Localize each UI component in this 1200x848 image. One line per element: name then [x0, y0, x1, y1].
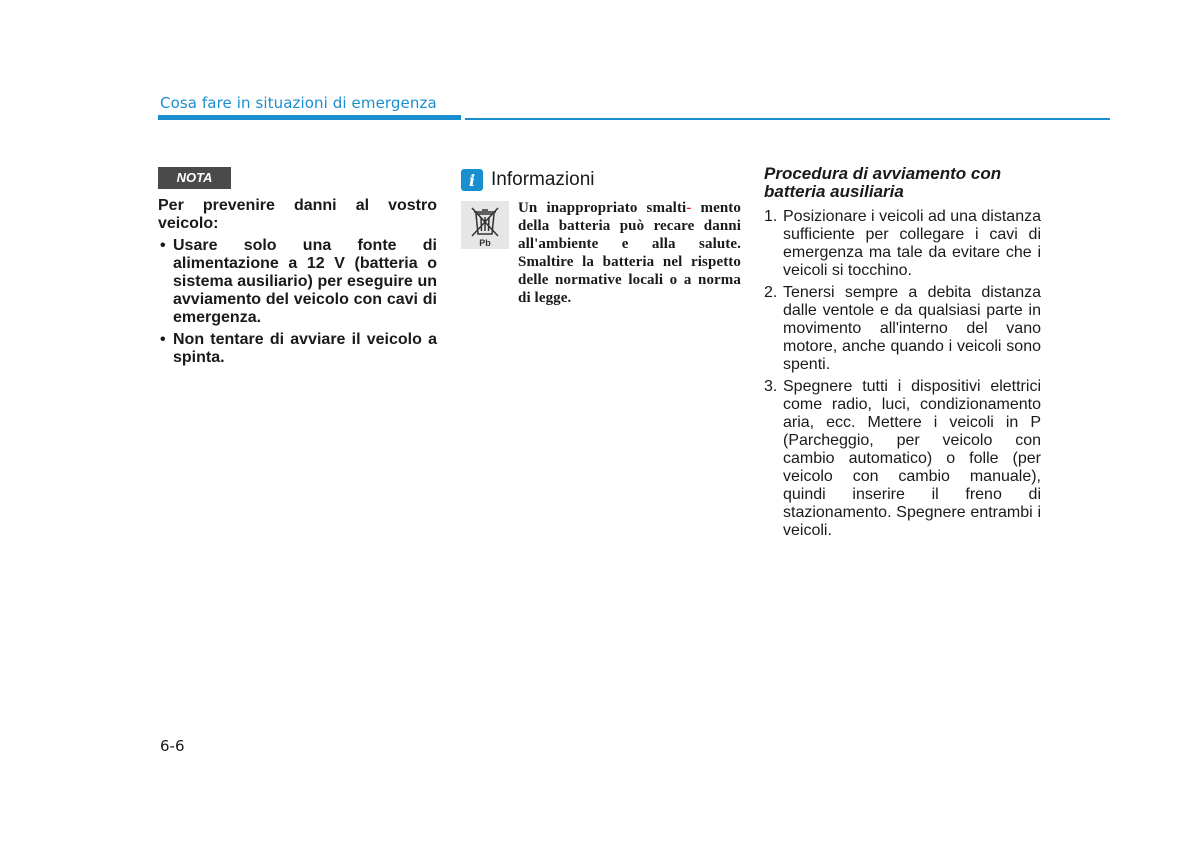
procedure-steps — [764, 208, 1041, 540]
info-column — [461, 168, 741, 307]
list-item-text: Non tentare di avviare il veicolo a spinta. — [173, 331, 437, 366]
step-number: 3. — [764, 378, 778, 395]
list-item — [158, 331, 437, 367]
info-text: Un inappropriato smalti- mento della batteria può recare danni all'ambiente e alla salute. Smaltire la batteria nel rispetto delle normative locali o a norma di legge. — [518, 200, 741, 306]
section-title: Cosa fare in situazioni di emergenza — [160, 94, 437, 112]
step-number: 1. — [764, 208, 778, 225]
svg-text:Pb: Pb — [479, 238, 491, 248]
step-text: Posizionare i veicoli ad una distanza sufficiente per collegare i cavi di emergenza ma tale da evitare che i veicoli si tocchino. — [783, 208, 1041, 279]
list-item — [764, 284, 1041, 374]
nota-intro: Per prevenire danni al vostro veicolo: — [158, 197, 437, 232]
nota-column — [158, 167, 437, 371]
header-rule-thin — [465, 118, 1110, 120]
step-text: Spegnere tutti i dispositivi elettrici come radio, luci, condizionamento aria, ecc. Mettere i veicoli in P (Parcheggio, per veicolo con cambio automatico) o folle (per veicolo con cambio manuale), quindi inserire il freno di stazionamento. Spegnere entrambi i veicoli. — [783, 378, 1041, 539]
hyphen-mark: - — [686, 200, 692, 216]
crossed-bin-icon — [461, 201, 509, 249]
header-rule-thick — [158, 115, 461, 120]
info-icon: i — [461, 169, 483, 191]
step-text: Tenersi sempre a debita distanza dalle ventole e da qualsiasi parte in movimento all'interno del vano motore, anche quando i veicoli sono spenti. — [783, 284, 1041, 373]
list-item-text: Usare solo una fonte di alimentazione a 12 V (batteria o sistema ausiliario) per eseguire un avviamento del veicolo con cavi di emergenza. — [173, 237, 437, 326]
procedure-title: Procedura di avviamento con batteria ausiliaria — [764, 164, 1002, 201]
list-item — [764, 378, 1041, 540]
list-item — [158, 237, 437, 327]
info-heading — [461, 168, 741, 192]
info-title: Informazioni — [491, 169, 595, 190]
bullet-icon: • — [160, 331, 166, 348]
info-body — [461, 199, 741, 307]
step-number: 2. — [764, 284, 778, 301]
list-item — [764, 208, 1041, 280]
page-number: 6-6 — [160, 737, 185, 755]
procedure-column — [764, 165, 1041, 544]
nota-badge: NOTA — [158, 167, 231, 189]
nota-list — [158, 237, 437, 367]
bullet-icon: • — [160, 237, 166, 254]
